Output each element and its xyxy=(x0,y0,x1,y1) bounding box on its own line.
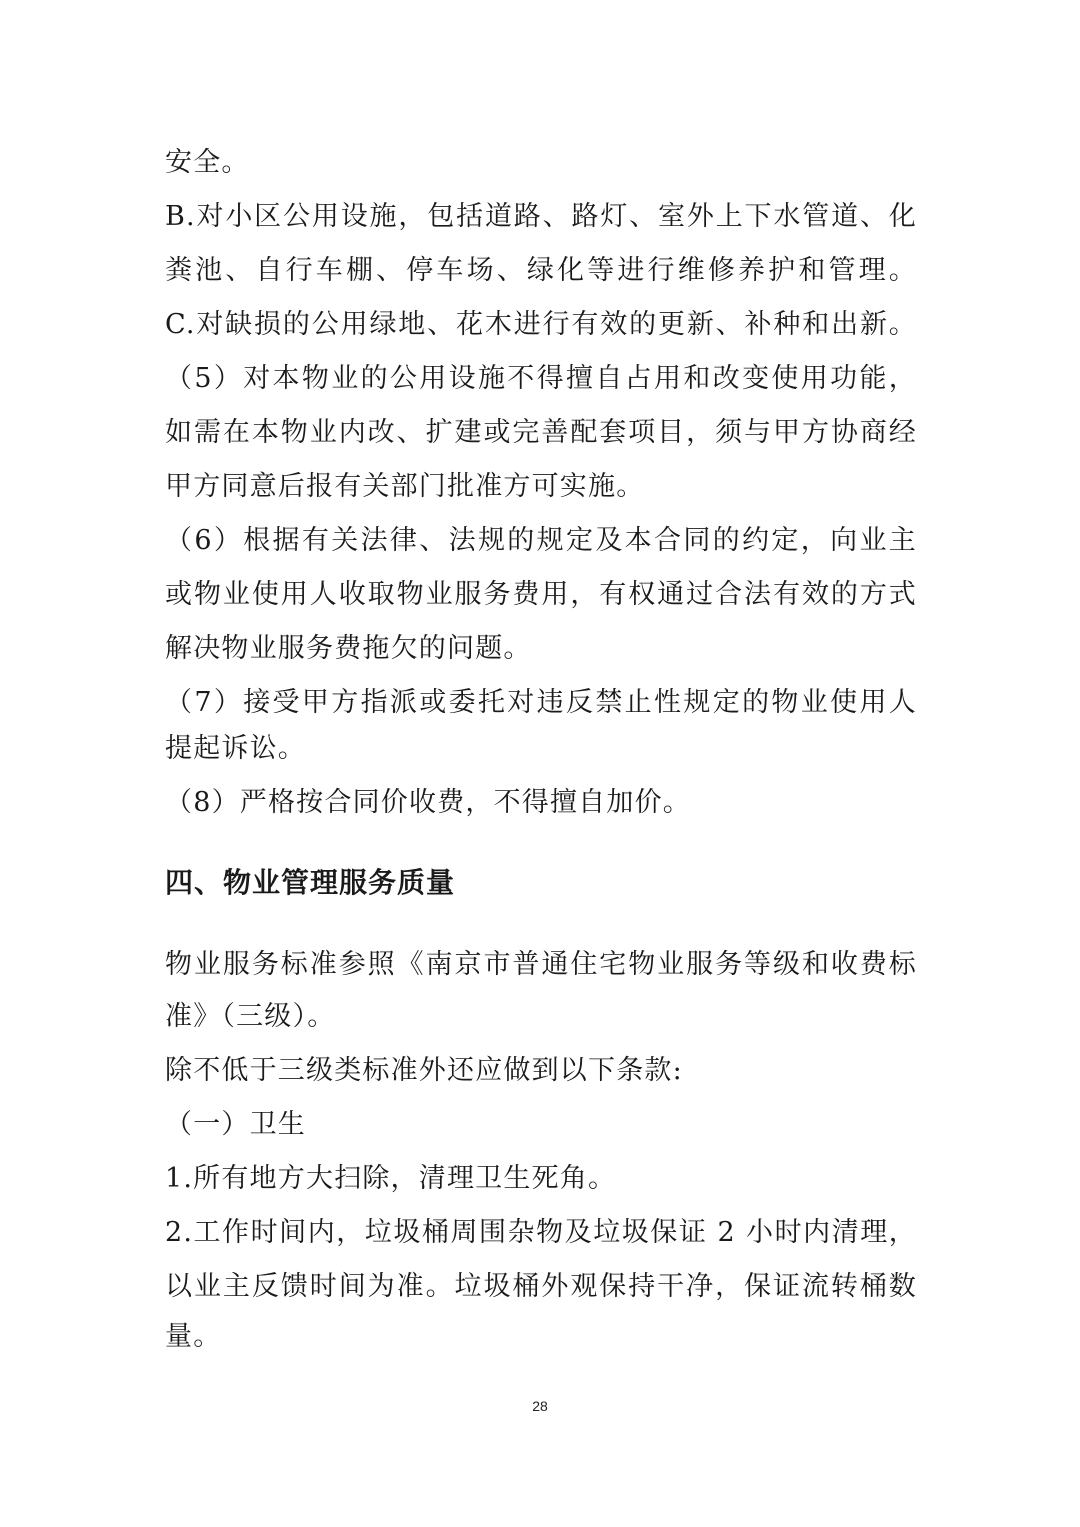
text-line: 如需在本物业内改、扩建或完善配套项目，须与甲方协商经 xyxy=(165,417,917,448)
text-line: 2.工作时间内，垃圾桶周围杂物及垃圾保证 2 小时内清理， xyxy=(165,1217,917,1248)
text-line: 物业服务标准参照《南京市普通住宅物业服务等级和收费标 xyxy=(165,949,917,980)
text-line: 以业主反馈时间为准。垃圾桶外观保持干净，保证流转桶数 xyxy=(165,1271,917,1302)
text-line: （一）卫生 xyxy=(165,1109,306,1140)
page-number: 28 xyxy=(532,1398,548,1414)
text-line: （7）接受甲方指派或委托对违反禁止性规定的物业使用人 xyxy=(165,687,917,718)
text-line: B.对小区公用设施，包括道路、路灯、室外上下水管道、化 xyxy=(165,201,917,232)
text-line: 准》（三级）。 xyxy=(165,1001,336,1032)
text-line: 量。 xyxy=(165,1321,222,1352)
text-line: （8）严格按合同价收费，不得擅自加价。 xyxy=(165,787,691,818)
section-heading: 四、物业管理服务质量 xyxy=(165,866,456,899)
text-line: 解决物业服务费拖欠的问题。 xyxy=(165,633,532,664)
text-line: （5）对本物业的公用设施不得擅自占用和改变使用功能， xyxy=(165,363,917,394)
text-line: 安全。 xyxy=(165,147,250,178)
text-line: 或物业使用人收取物业服务费用，有权通过合法有效的方式 xyxy=(165,579,917,610)
text-line: 粪池、自行车棚、停车场、绿化等进行维修养护和管理。 xyxy=(165,255,917,286)
text-line: 甲方同意后报有关部门批准方可实施。 xyxy=(165,471,645,502)
text-line: C.对缺损的公用绿地、花木进行有效的更新、补种和出新。 xyxy=(165,309,917,340)
text-line: （6）根据有关法律、法规的规定及本合同的约定，向业主 xyxy=(165,525,917,556)
text-line: 1.所有地方大扫除，清理卫生死角。 xyxy=(165,1163,617,1194)
text-line: 除不低于三级类标准外还应做到以下条款: xyxy=(165,1055,683,1086)
text-line: 提起诉讼。 xyxy=(165,733,306,764)
